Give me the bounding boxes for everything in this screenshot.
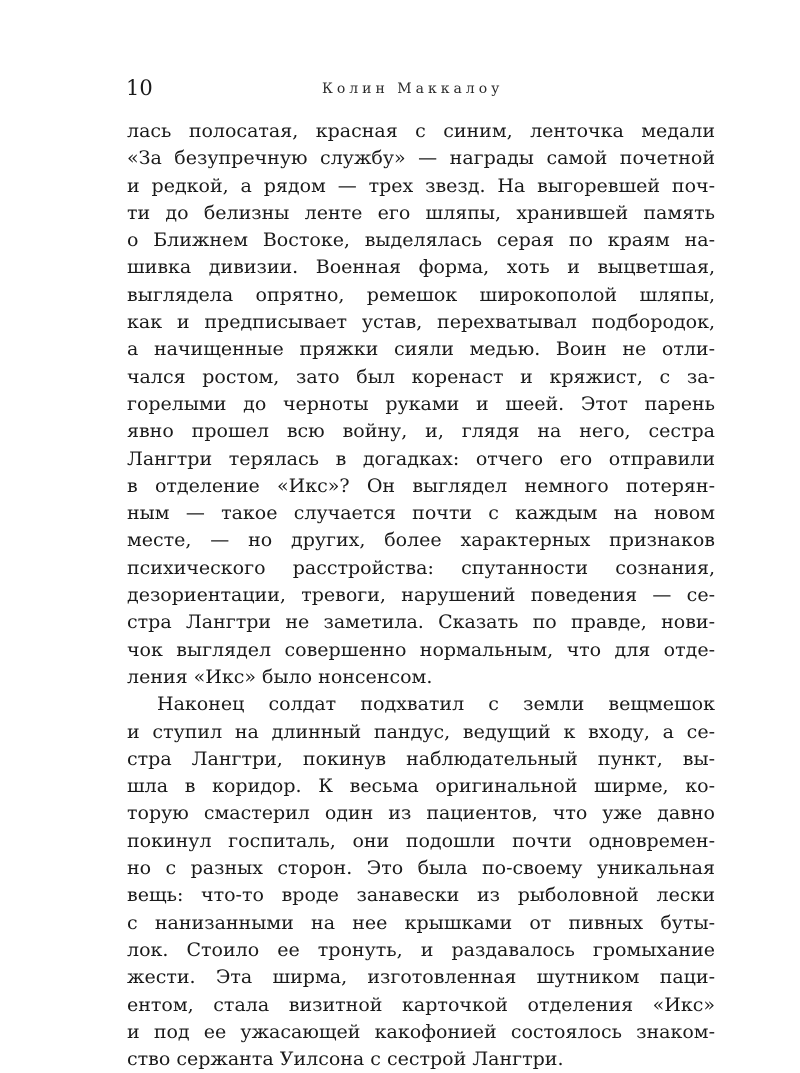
text-line: лок. Стоило ее тронуть, и раздавалось громыхание bbox=[127, 938, 715, 961]
text-line: но с разных сторон. Это была по-своему уникальная bbox=[127, 857, 715, 880]
text-line: ти до белизны ленте его шляпы, хранившей память bbox=[127, 201, 715, 224]
text-line: покинул госпиталь, они подошли почти одновремен- bbox=[127, 829, 715, 852]
text-line: шла в коридор. К весьма оригинальной ширме, ко- bbox=[127, 775, 715, 798]
text-line-paragraph-end: ления «Икс» было нонсенсом. bbox=[127, 665, 433, 688]
text-line: ентом, стала визитной карточкой отделения «Икс» bbox=[127, 993, 715, 1016]
text-line: горелыми до черноты руками и шеей. Этот парень bbox=[127, 392, 715, 415]
text-line: и под ее ужасающей какофонией состоялось знаком- bbox=[127, 1020, 715, 1043]
text-line: жести. Эта ширма, изготовленная шутником паци- bbox=[127, 966, 715, 989]
text-line: явно прошел всю войну, и, глядя на него, сестра bbox=[127, 420, 715, 443]
body-text bbox=[127, 118, 715, 1073]
text-line: ным — такое случается почти с каждым на новом bbox=[127, 502, 715, 525]
text-line: стра Лангтри не заметила. Сказать по правде, нови- bbox=[127, 611, 715, 634]
text-line: а начищенные пряжки сияли медью. Воин не отли- bbox=[127, 338, 715, 361]
text-line: как и предписывает устав, перехватывал подбородок, bbox=[127, 311, 715, 334]
text-line-paragraph-start: Наконец солдат подхватил с земли вещмешок bbox=[157, 693, 715, 716]
text-line: торую смастерил один из пациентов, что уже давно bbox=[127, 802, 715, 825]
text-line: шивка дивизии. Военная форма, хоть и выцветшая, bbox=[127, 256, 715, 279]
text-line: вещь: что-то вроде занавески из рыболовной лески bbox=[127, 884, 715, 907]
text-line: и редкой, а рядом — трех звезд. На выгоревшей поч- bbox=[127, 174, 715, 197]
text-line: в отделение «Икс»? Он выглядел немного потерян- bbox=[127, 474, 715, 497]
text-line: чался ростом, зато был коренаст и кряжист, с за- bbox=[127, 365, 715, 388]
text-line: и ступил на длинный пандус, ведущий к входу, а се- bbox=[127, 720, 715, 743]
text-line-paragraph-end: ство сержанта Уилсона с сестрой Лангтри. bbox=[127, 1048, 564, 1071]
text-line: выглядела опрятно, ремешок широкополой шляпы, bbox=[127, 283, 715, 306]
text-line: дезориентации, тревоги, нарушений поведения — се- bbox=[127, 584, 715, 607]
page-number: 10 bbox=[126, 76, 153, 100]
text-line: месте, — но других, более характерных признаков bbox=[127, 529, 715, 552]
text-line: психического расстройства: спутанности сознания, bbox=[127, 556, 715, 579]
text-line: лась полосатая, красная с синим, ленточка медали bbox=[127, 120, 715, 142]
text-line: с нанизанными на нее крышками от пивных буты- bbox=[127, 911, 715, 934]
running-head-author: Колин Маккалоу bbox=[322, 81, 504, 97]
text-line: стра Лангтри, покинув наблюдательный пункт, вы- bbox=[127, 747, 715, 770]
text-line: «За безупречную службу» — награды самой почетной bbox=[127, 147, 715, 170]
text-line: чок выглядел совершенно нормальным, что для отде- bbox=[127, 638, 715, 661]
text-line: Лангтри терялась в догадках: отчего его отправили bbox=[127, 447, 715, 470]
text-line: о Ближнем Востоке, выделялась серая по краям на- bbox=[127, 229, 715, 252]
